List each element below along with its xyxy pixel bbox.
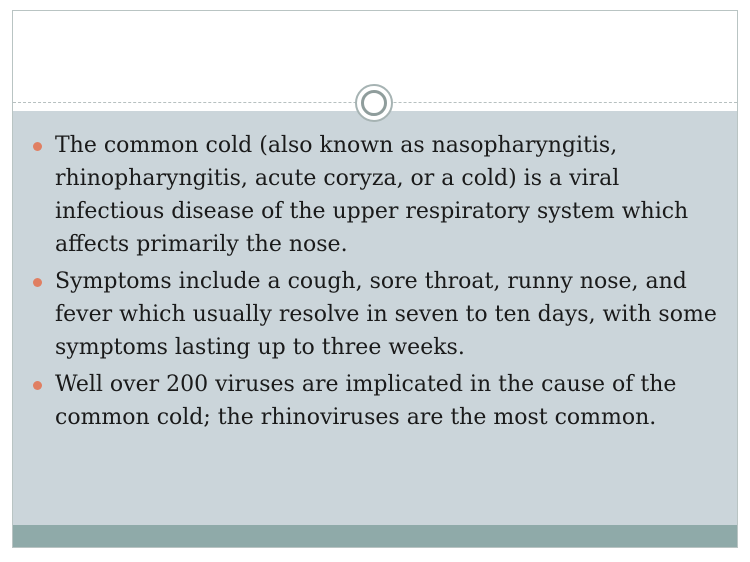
slide [12,10,738,548]
bullet-dot-icon [33,278,42,287]
bullet-item [33,265,723,364]
circle-ornament-icon [355,84,393,122]
bullet-item [33,129,723,261]
bullet-text: Well over 200 viruses are implicated in the cause of the common cold; the rhinoviruses are the most common. [55,372,677,430]
bullet-text: Symptoms include a cough, sore throat, runny nose, and fever which usually resolve in seven to ten days, with some symptoms lasting up to three weeks. [55,269,717,360]
bullet-list [33,129,723,438]
bullet-dot-icon [33,142,42,151]
bullet-text: The common cold (also known as nasopharyngitis, rhinopharyngitis, acute coryza, or a cold) is a viral infectious disease of the upper respiratory system which affects primarily the nose. [55,133,689,257]
bullet-dot-icon [33,381,42,390]
slide-footer-bar [13,525,737,548]
bullet-item [33,368,723,434]
circle-ornament-inner [361,90,387,116]
